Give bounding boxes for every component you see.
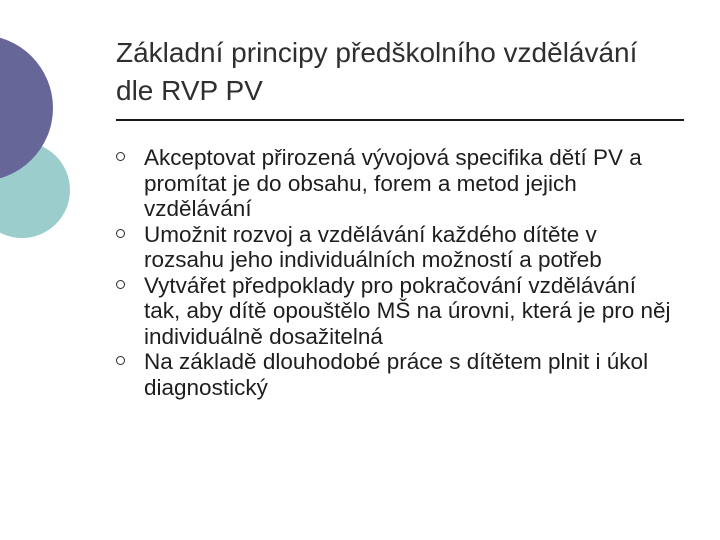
bullet-circle-icon bbox=[116, 356, 125, 365]
list-item bbox=[114, 222, 674, 273]
list-item bbox=[114, 273, 674, 350]
bullet-text: Umožnit rozvoj a vzdělávání každého dítěte v rozsahu jeho individuálních možností a potřeb bbox=[144, 221, 602, 272]
bullet-text: Akceptovat přirozená vývojová specifika dětí PV a promítat je do obsahu, forem a metod jejich vzdělávání bbox=[144, 145, 642, 221]
bullet-text: Na základě dlouhodobé práce s dítětem plnit i úkol diagnostický bbox=[144, 349, 649, 400]
decorative-circles bbox=[0, 0, 120, 300]
title-divider bbox=[116, 119, 684, 121]
bullet-circle-icon bbox=[116, 280, 125, 289]
slide-title: Základní principy předškolního vzdělávání dle RVP PV bbox=[116, 37, 638, 106]
bullet-text: Vytvářet předpoklady pro pokračování vzdělávání tak, aby dítě opouštělo MŠ na úrovni, která je pro něj individuálně dosažitelná bbox=[144, 272, 671, 349]
bullet-list bbox=[114, 145, 674, 400]
list-item bbox=[114, 349, 674, 400]
bullet-circle-icon bbox=[116, 152, 125, 161]
list-item bbox=[114, 145, 674, 222]
bullet-circle-icon bbox=[116, 229, 125, 238]
